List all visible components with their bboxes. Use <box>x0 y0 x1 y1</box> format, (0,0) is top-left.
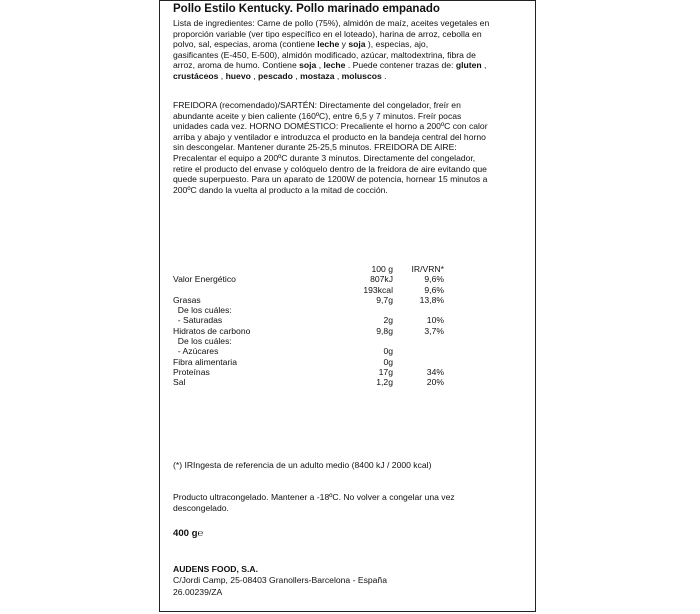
nutrition-row <box>173 377 473 387</box>
nutrition-row <box>173 305 473 315</box>
nutrition-row <box>173 315 473 325</box>
company-name: AUDENS FOOD, S.A. <box>173 564 258 574</box>
allergen-text: gluten <box>455 60 482 71</box>
nutrient-label: De los cuáles: <box>173 305 232 316</box>
ingredients-line <box>173 50 489 61</box>
nutrient-label: Sal <box>173 377 186 388</box>
nutrient-per100: 1,2g <box>376 377 393 388</box>
nutrient-ir: 9,6% <box>424 274 444 285</box>
preparation-instructions <box>173 100 488 195</box>
company-registry: 26.00239/ZA <box>173 586 223 597</box>
nutrient-label: Valor Energético <box>173 274 236 285</box>
per100-header: 100 g <box>371 264 393 274</box>
nutrient-per100: 9,7g <box>376 294 393 305</box>
nutrient-label: - Azúcares <box>173 346 219 357</box>
ingredients-line <box>173 39 489 50</box>
preparation-line: 200ºC dando la vuelta al producto a la mitad de cocción. <box>173 184 388 195</box>
nutrient-per100: 2g <box>383 315 393 326</box>
preparation-line: abundante aceite y bien caliente (160ºC), entre 6,5 y 7 minutos. Freír pocas <box>173 110 462 121</box>
nutrient-per100: 807kJ <box>370 274 393 285</box>
product-title: Pollo Estilo Kentucky. Pollo marinado empanado <box>173 3 440 15</box>
allergen-text: leche <box>317 39 340 50</box>
allergen-text: moluscos <box>341 70 382 81</box>
ingredients-line <box>173 18 489 29</box>
product-label <box>159 0 536 612</box>
nutrient-label: Fibra alimentaria <box>173 356 237 367</box>
ingredients-text: gasificantes (E-450, E-500), almidón modificado, azúcar, maltodextrina, fibra de <box>173 49 476 60</box>
ingredients-text: Lista de ingredientes: Carne de pollo (75%), almidón de maíz, aceites vegetales en <box>173 18 490 28</box>
company-address: C/Jordi Camp, 25-08403 Granollers-Barcelona - España <box>173 575 387 586</box>
ingredients-text: , <box>292 70 301 81</box>
nutrient-label: De los cuáles: <box>173 336 232 347</box>
ingredients-line <box>173 71 489 82</box>
preparation-line: unidades cada vez. HORNO DOMÉSTICO: Precaliente el horno a 200ºC con calor <box>173 121 488 132</box>
ingredients-list <box>173 18 489 82</box>
nutrient-ir: 34% <box>426 366 444 377</box>
nutrition-row <box>173 274 473 284</box>
nutrition-row <box>173 346 473 356</box>
nutrient-per100: 17g <box>378 366 393 377</box>
allergen-text: leche <box>323 60 346 71</box>
storage-instructions <box>173 492 455 513</box>
ingredients-text: proporción variable (ver tipo específico en el loteado), harina de arroz, cebolla en <box>173 28 482 39</box>
nutrition-row <box>173 367 473 377</box>
ir-header: IR/VRN* <box>411 264 444 274</box>
nutrient-label: Proteínas <box>173 366 210 377</box>
ingredients-line <box>173 29 489 40</box>
ingredients-text: , <box>481 60 487 71</box>
nutrient-per100: 0g <box>383 356 393 367</box>
storage-line: Producto ultracongelado. Mantener a -18ºC. No volver a congelar una vez <box>173 492 455 502</box>
allergen-text: pescado <box>258 70 293 81</box>
ingredients-text: arroz, aroma de humo. Contiene <box>173 60 300 71</box>
ingredients-text: polvo, sal, especias, aroma (contiene <box>173 39 318 50</box>
preparation-line: sin descongelar. Mantener durante 25-25,5 minutos. FREIDORA DE AIRE: <box>173 142 457 153</box>
nutrient-per100: 193kcal <box>363 284 393 295</box>
ingredients-text: . <box>381 70 387 81</box>
net-weight: 400 g℮ <box>173 528 204 539</box>
ingredients-text: ), especias, ajo, <box>365 39 429 50</box>
ingredients-text: y <box>339 39 349 50</box>
nutrient-ir: 10% <box>426 315 444 326</box>
nutrition-header-row <box>173 264 473 274</box>
nutrient-label: Hidratos de carbono <box>173 325 251 336</box>
nutrition-row <box>173 295 473 305</box>
allergen-text: soja <box>299 60 317 71</box>
nutrient-ir: 20% <box>426 377 444 388</box>
ingredients-text: . Puede contener trazas de: <box>345 60 456 71</box>
allergen-text: huevo <box>225 70 251 81</box>
ingredients-line <box>173 60 489 71</box>
ingredients-text: , <box>316 60 324 71</box>
allergen-text: mostaza <box>300 70 335 81</box>
allergen-text: crustáceos <box>173 70 219 81</box>
nutrition-row <box>173 285 473 295</box>
nutrient-per100: 0g <box>383 346 393 357</box>
preparation-line: FREIDORA (recomendado)/SARTÉN: Directamente del congelador, freír en <box>173 100 461 110</box>
nutrient-ir: 3,7% <box>424 325 444 336</box>
nutrient-label: - Saturadas <box>173 315 223 326</box>
nutrient-ir: 9,6% <box>424 284 444 295</box>
nutrition-table <box>173 264 473 388</box>
nutrient-label: Grasas <box>173 294 201 305</box>
storage-line: descongelado. <box>173 502 229 513</box>
preparation-line: quede superpuesto. Para un aparato de 1200W de potencia, hornear 15 minutos a <box>173 174 488 185</box>
reference-intake-note: (*) IRIngesta de referencia de un adulto medio (8400 kJ / 2000 kcal) <box>173 460 432 470</box>
nutrition-row <box>173 336 473 346</box>
allergen-text: soja <box>348 39 366 50</box>
ingredients-text: , <box>334 70 342 81</box>
nutrition-row <box>173 357 473 367</box>
preparation-line: arriba y abajo y ventilador e introduzca el producto en la bandeja central del horno <box>173 131 486 142</box>
preparation-line: Precalentar el equipo a 200ºC durante 3 minutos. Directamente del congelador, <box>173 152 476 163</box>
nutrient-ir: 13,8% <box>419 294 444 305</box>
ingredients-text: , <box>218 70 226 81</box>
company-info <box>173 564 387 598</box>
ingredients-text: , <box>250 70 259 81</box>
nutrient-per100: 9,8g <box>376 325 393 336</box>
nutrition-row <box>173 326 473 336</box>
preparation-line: retire el producto del envase y colóquelo dentro de la freidora de aire evitando que <box>173 163 487 174</box>
